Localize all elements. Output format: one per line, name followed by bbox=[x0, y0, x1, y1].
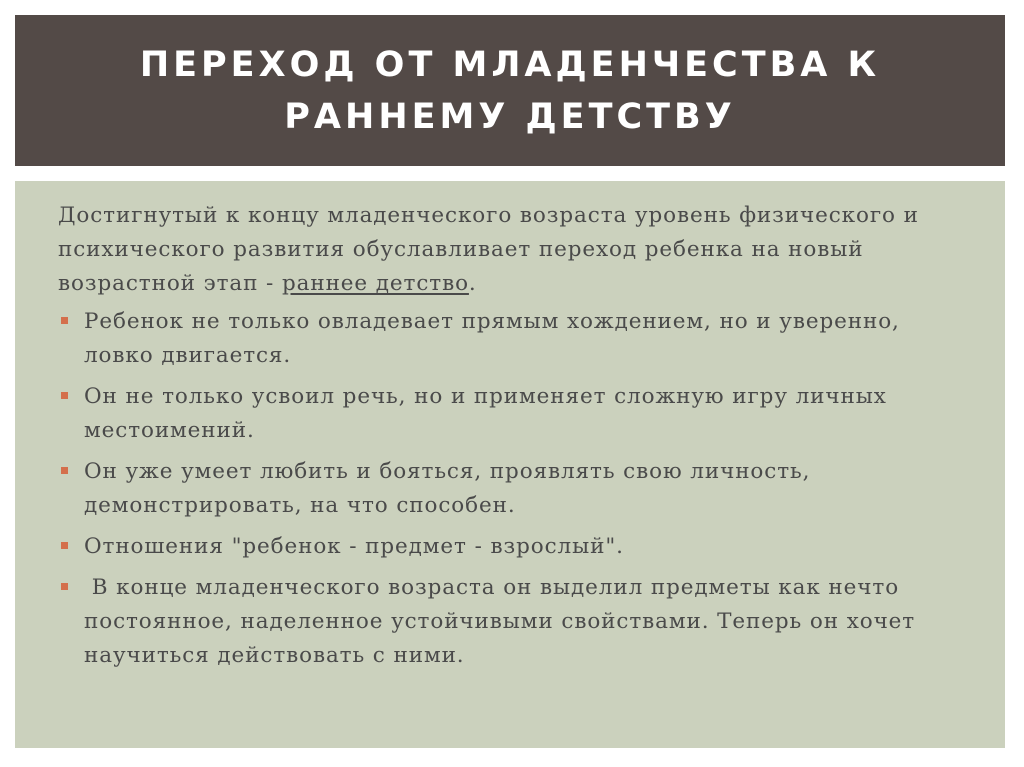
square-bullet-icon bbox=[61, 583, 68, 590]
square-bullet-icon bbox=[61, 392, 68, 399]
bullet-text-2: Он не только усвоил речь, но и применяет сложную игру личных местоимений. bbox=[84, 384, 887, 443]
bullet-text-3: Он уже умеет любить и бояться, проявлять свою личность, демонстрировать, на что способен. bbox=[84, 459, 811, 518]
title-band bbox=[15, 15, 1005, 166]
intro-text: Достигнутый к концу младенческого возраста уровень физического и психического развития обуславливает переход ребенка на новый возрастной этап - bbox=[58, 203, 919, 296]
intro-trailing-punctuation: . bbox=[468, 271, 477, 296]
bullet-item-3 bbox=[58, 455, 958, 523]
bullet-item-2 bbox=[58, 380, 958, 448]
bullet-list bbox=[58, 305, 958, 673]
early-childhood-link[interactable]: раннее детство bbox=[281, 271, 469, 296]
content-panel bbox=[15, 181, 1005, 748]
square-bullet-icon bbox=[61, 542, 68, 549]
bullet-item-5 bbox=[58, 571, 958, 673]
square-bullet-icon bbox=[61, 467, 68, 474]
intro-paragraph bbox=[58, 199, 958, 301]
bullet-item-1 bbox=[58, 305, 958, 373]
slide-title: ПЕРЕХОД ОТ МЛАДЕНЧЕСТВА К РАННЕМУ ДЕТСТВУ bbox=[139, 44, 881, 137]
square-bullet-icon bbox=[61, 317, 68, 324]
bullet-item-4 bbox=[58, 530, 958, 564]
bullet-text-4: Отношения "ребенок - предмет - взрослый". bbox=[84, 534, 624, 559]
bullet-text-5: В конце младенческого возраста он выделил предметы как нечто постоянное, наделенное устойчивыми свойствами. Теперь он хочет научиться действовать с ними. bbox=[84, 575, 923, 668]
content-body bbox=[58, 199, 958, 680]
bullet-text-1: Ребенок не только овладевает прямым хождением, но и уверенно, ловко двигается. bbox=[84, 309, 900, 368]
